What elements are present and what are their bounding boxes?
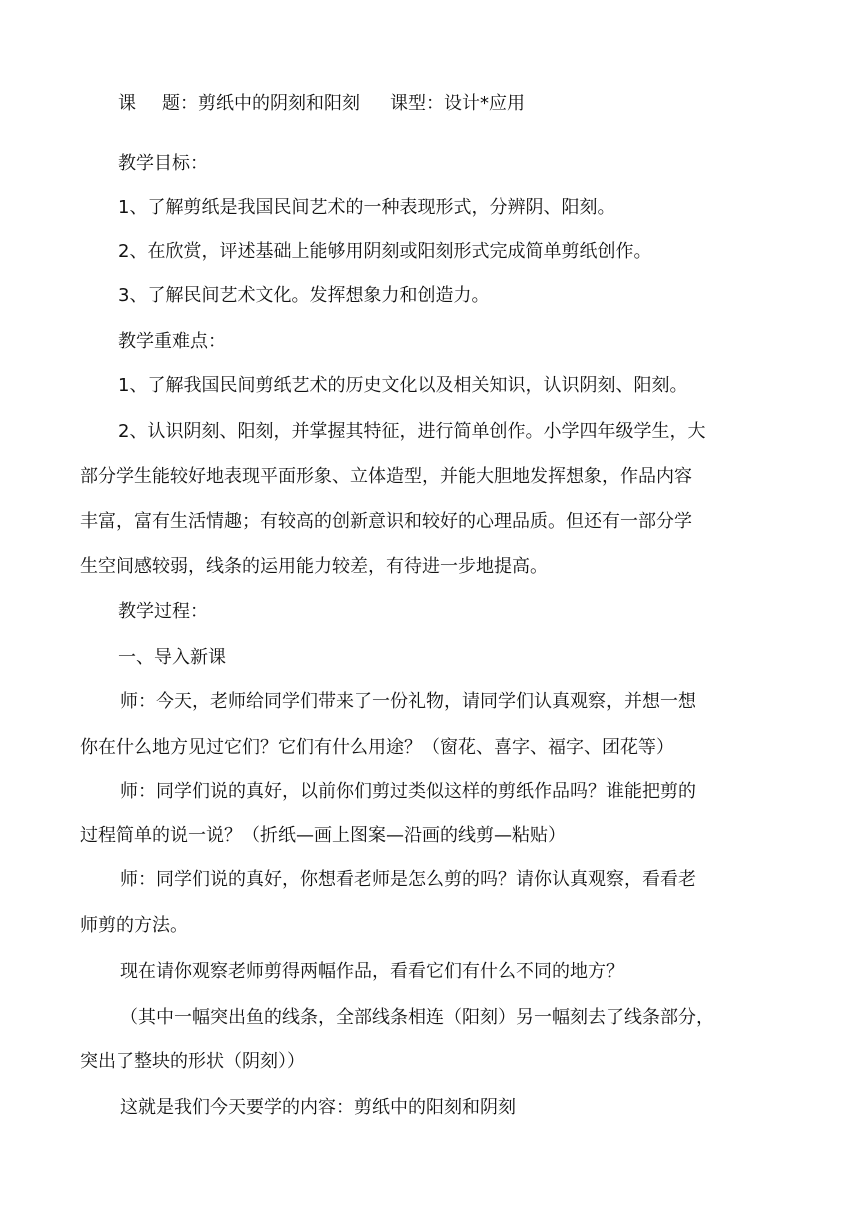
- objective-item: 3、了解民间艺术文化。发挥想象力和创造力。: [118, 285, 490, 306]
- paragraph-line: 突出了整块的形状（阴刻））: [80, 1051, 305, 1072]
- paragraph-line: （其中一幅突出鱼的线条，全部线条相连（阳刻）另一幅刻去了线条部分，: [120, 1007, 714, 1028]
- key-point-paragraph-line: 2、认识阴刻、阳刻，并掌握其特征，进行简单创作。小学四年级学生，大: [118, 421, 706, 442]
- objectives-heading: 教学目标：: [118, 153, 208, 174]
- key-point-paragraph-line: 生空间感较弱，线条的运用能力较差，有待进一步地提高。: [80, 556, 548, 577]
- paragraph-line: 现在请你观察老师剪得两幅作品，看看它们有什么不同的地方？: [120, 961, 624, 982]
- paragraph-line: 师：同学们说的真好，你想看老师是怎么剪的吗？请你认真观察，看看老: [120, 869, 696, 890]
- section-heading: 一、导入新课: [118, 647, 226, 668]
- paragraph-line: 师：今天，老师给同学们带来了一份礼物，请同学们认真观察，并想一想: [120, 691, 696, 712]
- objective-item: 2、在欣赏，评述基础上能够用阴刻或阳刻形式完成简单剪纸创作。: [118, 241, 652, 262]
- objective-item: 1、了解剪纸是我国民间艺术的一种表现形式，分辨阴、阳刻。: [118, 197, 616, 218]
- paragraph-line: 师剪的方法。: [80, 915, 188, 936]
- paragraph-line: 师：同学们说的真好，以前你们剪过类似这样的剪纸作品吗？谁能把剪的: [120, 781, 696, 802]
- key-points-heading: 教学重难点：: [118, 331, 226, 352]
- lesson-type: 课型：设计*应用: [390, 93, 525, 114]
- key-point-paragraph-line: 部分学生能较好地表现平面形象、立体造型，并能大胆地发挥想象，作品内容: [80, 466, 692, 487]
- paragraph-line: 过程简单的说一说？（折纸—画上图案—沿画的线剪—粘贴）: [80, 825, 566, 846]
- paragraph-line: 这就是我们今天要学的内容：剪纸中的阳刻和阴刻: [120, 1097, 516, 1118]
- lesson-title-row: [118, 92, 525, 116]
- process-heading: 教学过程：: [118, 601, 208, 622]
- key-point-paragraph-line: 丰富，富有生活情趣；有较高的创新意识和较好的心理品质。但还有一部分学: [80, 511, 692, 532]
- key-point-item: 1、了解我国民间剪纸艺术的历史文化以及相关知识，认识阴刻、阳刻。: [118, 375, 688, 396]
- paragraph-line: 你在什么地方见过它们？它们有什么用途？（窗花、喜字、福字、团花等）: [80, 737, 674, 758]
- course-title: 题：剪纸中的阴刻和阳刻: [162, 93, 360, 114]
- course-label: 课: [118, 93, 136, 114]
